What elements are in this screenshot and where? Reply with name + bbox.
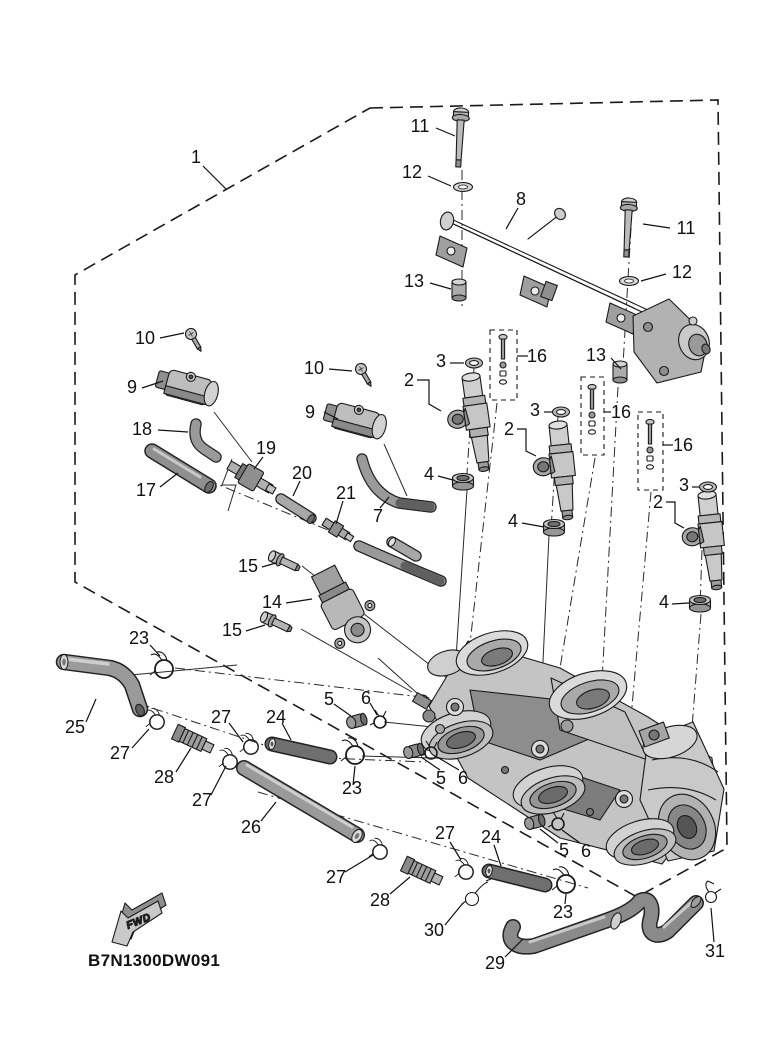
joint xyxy=(321,516,356,545)
callout-12: 12 xyxy=(401,162,423,182)
callout-8: 8 xyxy=(515,189,527,209)
hose-clip xyxy=(455,858,473,879)
callout-6: 6 xyxy=(360,688,372,708)
callout-21: 21 xyxy=(335,483,357,503)
callout-leader-11 xyxy=(643,224,670,228)
sensor-screw xyxy=(353,361,375,389)
callout-5: 5 xyxy=(558,840,570,860)
injector-kit-box xyxy=(581,377,604,455)
callout-leader-17 xyxy=(160,473,178,487)
callout-6: 6 xyxy=(457,768,469,788)
injector-oring xyxy=(700,482,717,492)
callout-15: 15 xyxy=(221,620,243,640)
callout-leader-15 xyxy=(246,625,265,631)
callout-2: 2 xyxy=(503,419,515,439)
callout-13: 13 xyxy=(585,345,607,365)
callout-11: 11 xyxy=(410,116,430,136)
rail-washer xyxy=(620,277,639,286)
hose-dark xyxy=(268,738,330,757)
callout-26: 26 xyxy=(240,817,262,837)
callout-2: 2 xyxy=(403,370,415,390)
rail-bolt xyxy=(618,198,638,258)
injector-seal xyxy=(690,596,711,613)
sensor xyxy=(154,364,222,408)
callout-leader-20 xyxy=(293,481,300,496)
hose xyxy=(362,459,431,507)
callout-9: 9 xyxy=(126,377,138,397)
hose-clamp xyxy=(150,652,173,678)
hose-clamp xyxy=(552,867,575,893)
hose-elbow xyxy=(195,424,216,457)
callout-leader-19 xyxy=(254,457,263,469)
pipe xyxy=(387,536,416,556)
callout-leader-2 xyxy=(417,380,441,411)
cap-clip xyxy=(370,710,386,728)
callout-3: 3 xyxy=(529,400,541,420)
callout-2: 2 xyxy=(652,492,664,512)
callout-27: 27 xyxy=(191,790,213,810)
callout-23: 23 xyxy=(341,778,363,798)
injector-oring xyxy=(466,358,483,368)
callout-29: 29 xyxy=(484,953,506,973)
callout-leader-11 xyxy=(436,128,455,136)
throttle-body-assembly xyxy=(413,623,727,873)
callout-leader-4 xyxy=(522,523,544,527)
callout-leader-12 xyxy=(428,176,451,186)
callout-15: 15 xyxy=(237,556,259,576)
callout-leader-2 xyxy=(666,502,684,528)
pipe-joint xyxy=(400,856,444,888)
callout-leader-27 xyxy=(211,766,226,795)
callout-leader-12 xyxy=(641,274,666,281)
callout-4: 4 xyxy=(658,592,670,612)
callout-leader-30 xyxy=(445,903,463,925)
callout-27: 27 xyxy=(210,707,232,727)
pipe-clip xyxy=(462,879,491,906)
hose-dark xyxy=(485,865,545,885)
callout-10: 10 xyxy=(134,328,156,348)
callout-leader-8 xyxy=(506,208,518,229)
callout-leader-27 xyxy=(345,855,373,872)
injector-kit-box xyxy=(638,412,663,490)
callout-6: 6 xyxy=(580,841,592,861)
rail-spacer xyxy=(613,361,627,383)
callout-leader-31 xyxy=(711,908,714,942)
hose-s-shape xyxy=(510,895,703,947)
callout-28: 28 xyxy=(153,767,175,787)
fuel-injector xyxy=(678,490,729,593)
callout-17: 17 xyxy=(135,480,157,500)
callout-27: 27 xyxy=(434,823,456,843)
hose-long xyxy=(244,765,364,844)
callout-20: 20 xyxy=(291,463,313,483)
callout-leader-5 xyxy=(334,704,351,716)
callout-11: 11 xyxy=(676,218,696,238)
callout-4: 4 xyxy=(507,511,519,531)
callout-3: 3 xyxy=(678,475,690,495)
sensor xyxy=(322,397,390,441)
callout-31: 31 xyxy=(704,941,726,961)
fwd-label: FWD xyxy=(124,911,153,932)
callout-1: 1 xyxy=(190,147,202,167)
callout-25: 25 xyxy=(64,717,86,737)
callout-27: 27 xyxy=(109,743,131,763)
hose-bent xyxy=(60,655,146,718)
sensor-screw xyxy=(183,326,205,354)
tps-bolt xyxy=(267,549,302,575)
callout-leader-1 xyxy=(203,166,226,189)
injector-oring xyxy=(553,407,570,417)
callout-leader-27 xyxy=(132,729,149,748)
hose-clamp xyxy=(341,738,364,764)
joint-pipe xyxy=(224,455,280,500)
wire-clip xyxy=(706,881,722,903)
rail-washer xyxy=(454,183,473,192)
callout-leader-2 xyxy=(517,429,536,456)
callout-leader-26 xyxy=(261,802,276,821)
fuel-injector xyxy=(442,371,496,475)
callout-leader-18 xyxy=(158,430,188,432)
vacuum-cap xyxy=(345,713,368,730)
callout-5: 5 xyxy=(435,768,447,788)
callout-19: 19 xyxy=(255,438,277,458)
throttle-position-sensor xyxy=(303,557,388,654)
callout-7: 7 xyxy=(372,506,384,526)
callout-leader-14 xyxy=(286,599,312,603)
callout-24: 24 xyxy=(265,707,287,727)
callout-30: 30 xyxy=(423,920,445,940)
callout-9: 9 xyxy=(304,402,316,422)
fuel-injector xyxy=(529,420,580,523)
callout-12: 12 xyxy=(671,262,693,282)
callout-10: 10 xyxy=(303,358,325,378)
callout-leader-4 xyxy=(672,603,689,604)
callout-16: 16 xyxy=(526,346,548,366)
callout-leader-27 xyxy=(229,723,243,742)
callout-23: 23 xyxy=(128,628,150,648)
injector-kit-box xyxy=(490,330,517,400)
callout-leader-25 xyxy=(86,699,96,722)
hose-clip xyxy=(219,748,237,769)
drawing-code: B7N1300DW091 xyxy=(88,951,221,970)
callout-4: 4 xyxy=(423,464,435,484)
callout-16: 16 xyxy=(672,435,694,455)
callout-leader-15 xyxy=(262,563,276,567)
callout-leader-21 xyxy=(336,501,343,524)
hose-clip xyxy=(240,733,258,754)
callout-leader-6 xyxy=(370,703,377,715)
callout-23: 23 xyxy=(552,902,574,922)
callout-18: 18 xyxy=(131,419,153,439)
callout-3: 3 xyxy=(435,351,447,371)
callout-24: 24 xyxy=(480,827,502,847)
callout-27: 27 xyxy=(325,867,347,887)
callout-leader-13 xyxy=(430,283,451,289)
callout-16: 16 xyxy=(610,402,632,422)
fwd-arrow xyxy=(112,893,166,946)
callout-28: 28 xyxy=(369,890,391,910)
tps-bolt xyxy=(259,610,294,636)
callout-leader-10 xyxy=(160,333,184,338)
callout-leader-10 xyxy=(329,369,352,371)
pipe xyxy=(281,499,316,525)
rail-bolt xyxy=(450,108,470,168)
callout-5: 5 xyxy=(323,689,335,709)
callout-13: 13 xyxy=(403,271,425,291)
callout-leader-4 xyxy=(438,476,453,480)
fuel-rail xyxy=(436,206,714,383)
pipe-joint xyxy=(171,724,215,756)
callout-leader-28 xyxy=(390,877,410,894)
callout-14: 14 xyxy=(261,592,283,612)
injector-seal xyxy=(453,474,474,491)
injector-seal xyxy=(544,520,565,537)
rail-spacer xyxy=(452,279,466,301)
callout-leader-28 xyxy=(176,748,191,772)
callout-leader-24 xyxy=(494,845,501,866)
